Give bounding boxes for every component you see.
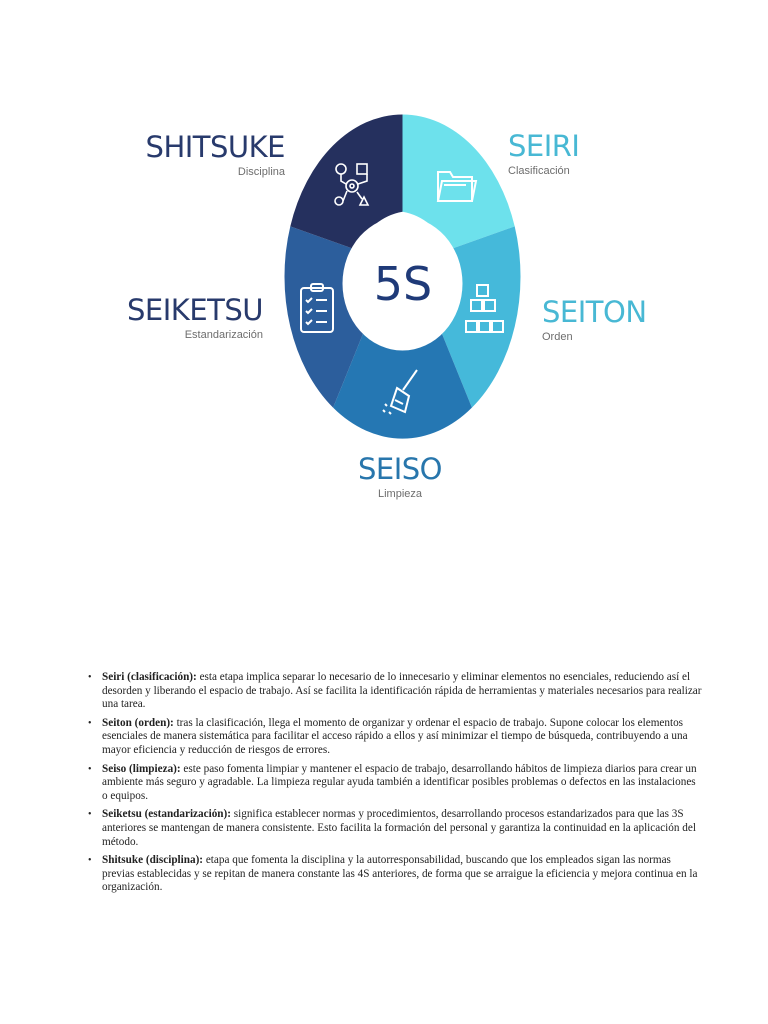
list-item-seiri — [102, 671, 702, 712]
label-seiso-title: SEISO — [357, 452, 443, 486]
label-seiri-subtitle: Clasificación — [508, 165, 570, 177]
label-seiso — [320, 452, 480, 500]
desc-seiton: tras la clasificación, llega el momento de organizar y ordenar el espacio de trabajo. Supone colocar los elementos esenciales de manera sistemática para facilitar el acceso rápido a ellos y así minimizar el tiempo de búsqueda, contribuyendo a una mayor eficiencia y reducción de riesgos de errores. — [102, 716, 688, 756]
list-item-seiketsu — [102, 808, 702, 849]
label-seiri-title: SEIRI — [508, 129, 580, 163]
term-seiton: Seiton (orden): — [102, 716, 174, 729]
label-seiton — [542, 295, 647, 343]
label-seiton-subtitle: Orden — [542, 331, 573, 343]
list-item-seiso — [102, 763, 702, 804]
term-seiso: Seiso (limpieza): — [102, 762, 181, 775]
label-shitsuke-subtitle: Disciplina — [237, 166, 285, 178]
desc-seiso: este paso fomenta limpiar y mantener el espacio de trabajo, desarrollando hábitos de limpieza diarios para crear un ambiente más seguro y agradable. La limpieza regular ayuda también a identificar posibles problemas o defectos en las instalaciones o equipos. — [102, 762, 697, 802]
list-item-shitsuke — [102, 854, 702, 895]
desc-seiri: esta etapa implica separar lo necesario de lo innecesario y eliminar elementos no esenciales, reduciendo así el desorden y liberando el espacio de trabajo. Así se facilita la identificación rápida de herramientas y materiales necesarios para realizar una tarea. — [102, 671, 702, 711]
label-seiri — [508, 129, 580, 177]
label-seiketsu — [127, 293, 263, 341]
term-seiri: Seiri (clasificación): — [102, 671, 197, 683]
label-shitsuke-title: SHITSUKE — [145, 130, 285, 164]
desc-shitsuke: etapa que fomenta la disciplina y la autorresponsabilidad, buscando que los empleados sigan las normas previas establecidas y se repitan de manera constante las 4S anteriores, de forma que se arraigue la eficiencia y mejora continua en la organización. — [102, 854, 698, 894]
description-list — [86, 671, 702, 900]
label-seiton-title: SEITON — [542, 295, 647, 329]
label-seiketsu-subtitle: Estandarización — [184, 329, 263, 341]
label-shitsuke — [145, 130, 285, 178]
label-seiketsu-title: SEIKETSU — [127, 293, 263, 327]
list-item-seiton — [102, 717, 702, 758]
label-seiso-subtitle: Limpieza — [377, 488, 423, 500]
term-shitsuke: Shitsuke (disciplina): — [102, 854, 204, 867]
center-label: 5S — [373, 257, 433, 311]
term-seiketsu: Seiketsu (estandarización): — [102, 808, 231, 821]
desc-seiketsu: significa establecer normas y procedimientos, desarrollando procesos estandarizados para que las 3S anteriores se mantengan de manera consistente. Esto facilita la formación del personal y garantiza la continuidad en la aplicación del método. — [102, 808, 696, 848]
